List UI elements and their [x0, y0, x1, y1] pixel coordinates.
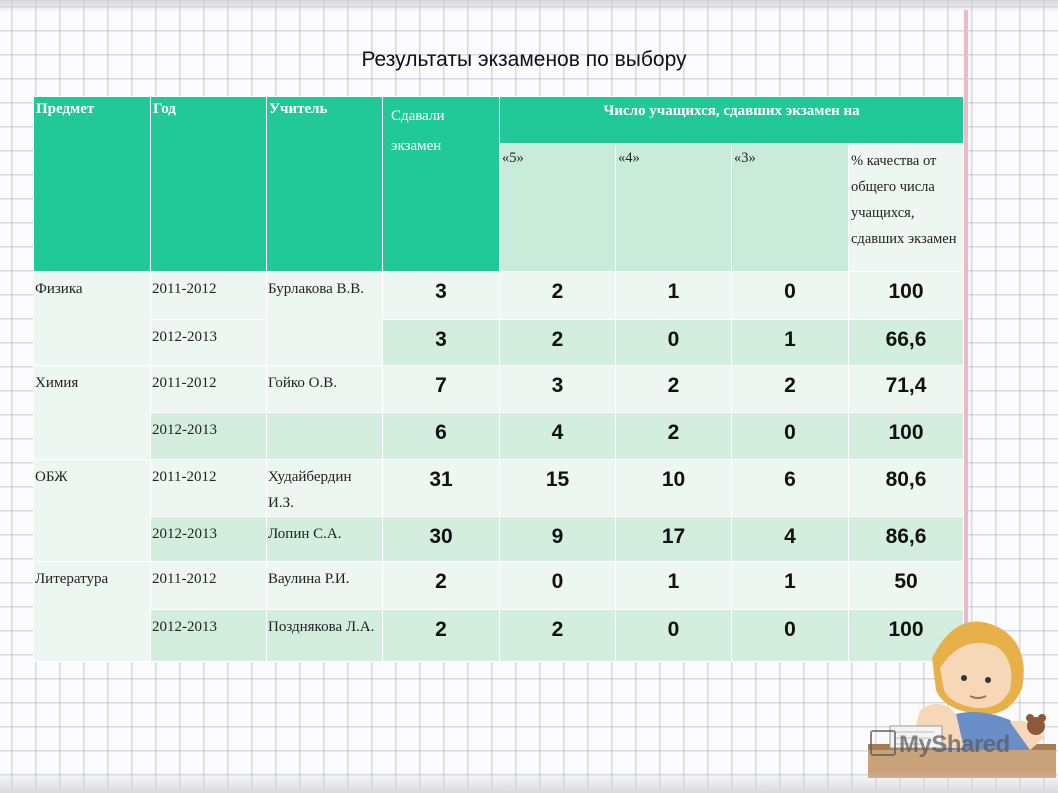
grade4-cell: 17 [616, 517, 732, 562]
header-took-exam: Сдавали экзамен [383, 97, 500, 272]
subject-cell: Литература [34, 562, 151, 662]
grade4-cell: 0 [616, 320, 732, 366]
grade3-cell: 2 [732, 366, 849, 413]
year-cell: 2012-2013 [151, 610, 267, 662]
header-quality: % качества от общего числа учащихся, сдавших экзамен [849, 144, 964, 272]
subject-cell: Физика [34, 272, 151, 366]
grade5-cell: 4 [500, 413, 616, 460]
grade4-cell: 2 [616, 366, 732, 413]
took-exam-cell: 7 [383, 366, 500, 413]
teacher-cell: Гойко О.В. [267, 366, 383, 413]
grade4-cell: 2 [616, 413, 732, 460]
header-year: Год [151, 97, 267, 272]
table-row [34, 460, 964, 517]
grade5-cell: 15 [500, 460, 616, 517]
header-teacher: Учитель [267, 97, 383, 272]
teacher-cell: Ваулина Р.И. [267, 562, 383, 610]
grade3-cell: 0 [732, 413, 849, 460]
took-exam-cell: 2 [383, 610, 500, 662]
table-row [34, 366, 964, 413]
subject-cell: ОБЖ [34, 460, 151, 562]
header-row-main [34, 97, 964, 144]
teacher-cell [267, 413, 383, 460]
grade5-cell: 2 [500, 320, 616, 366]
year-cell: 2012-2013 [151, 413, 267, 460]
exam-results-table [33, 96, 964, 662]
grade3-cell: 0 [732, 272, 849, 320]
header-grade-5: «5» [500, 144, 616, 272]
header-subject: Предмет [34, 97, 151, 272]
year-cell: 2012-2013 [151, 517, 267, 562]
watermark-box-icon [870, 730, 896, 756]
grade3-cell: 4 [732, 517, 849, 562]
table-row [34, 320, 964, 366]
teacher-cell: Худайбердин И.З. [267, 460, 383, 517]
table-row [34, 272, 964, 320]
table-row [34, 517, 964, 562]
year-cell: 2011-2012 [151, 562, 267, 610]
quality-cell: 66,6 [849, 320, 964, 366]
quality-cell: 100 [849, 610, 964, 662]
took-exam-cell: 30 [383, 517, 500, 562]
sheet-top-shadow [0, 0, 1058, 12]
took-exam-cell: 31 [383, 460, 500, 517]
quality-cell: 71,4 [849, 366, 964, 413]
table-row [34, 610, 964, 662]
sheet-bottom-shadow [0, 772, 1058, 793]
header-passed-group: Число учащихся, сдавших экзамен на [500, 97, 964, 144]
teacher-cell: Лопин С.А. [267, 517, 383, 562]
grade3-cell: 1 [732, 320, 849, 366]
grade5-cell: 3 [500, 366, 616, 413]
grade3-cell: 0 [732, 610, 849, 662]
slide-title: Результаты экзаменов по выбору [361, 48, 687, 71]
quality-cell: 100 [849, 413, 964, 460]
table-row [34, 413, 964, 460]
teacher-cell: Позднякова Л.А. [267, 610, 383, 662]
notebook-margin-line [964, 10, 968, 660]
grade4-cell: 1 [616, 272, 732, 320]
watermark-text: MyShared [899, 731, 1010, 758]
took-exam-cell: 3 [383, 320, 500, 366]
quality-cell: 86,6 [849, 517, 964, 562]
quality-cell: 100 [849, 272, 964, 320]
subject-cell: Химия [34, 366, 151, 460]
took-exam-cell: 6 [383, 413, 500, 460]
year-cell: 2011-2012 [151, 460, 267, 517]
took-exam-cell: 3 [383, 272, 500, 320]
myshared-logo-icon [870, 730, 1010, 759]
quality-cell: 50 [849, 562, 964, 610]
grade5-cell: 2 [500, 610, 616, 662]
table-row [34, 562, 964, 610]
header-grade-3: «3» [732, 144, 849, 272]
grade5-cell: 0 [500, 562, 616, 610]
year-cell: 2012-2013 [151, 320, 267, 366]
year-cell: 2011-2012 [151, 272, 267, 320]
teacher-cell: Бурлакова В.В. [267, 272, 383, 366]
grade3-cell: 1 [732, 562, 849, 610]
grade5-cell: 2 [500, 272, 616, 320]
grade5-cell: 9 [500, 517, 616, 562]
grade4-cell: 1 [616, 562, 732, 610]
took-exam-cell: 2 [383, 562, 500, 610]
grade4-cell: 10 [616, 460, 732, 517]
quality-cell: 80,6 [849, 460, 964, 517]
year-cell: 2011-2012 [151, 366, 267, 413]
grade4-cell: 0 [616, 610, 732, 662]
grade3-cell: 6 [732, 460, 849, 517]
header-grade-4: «4» [616, 144, 732, 272]
